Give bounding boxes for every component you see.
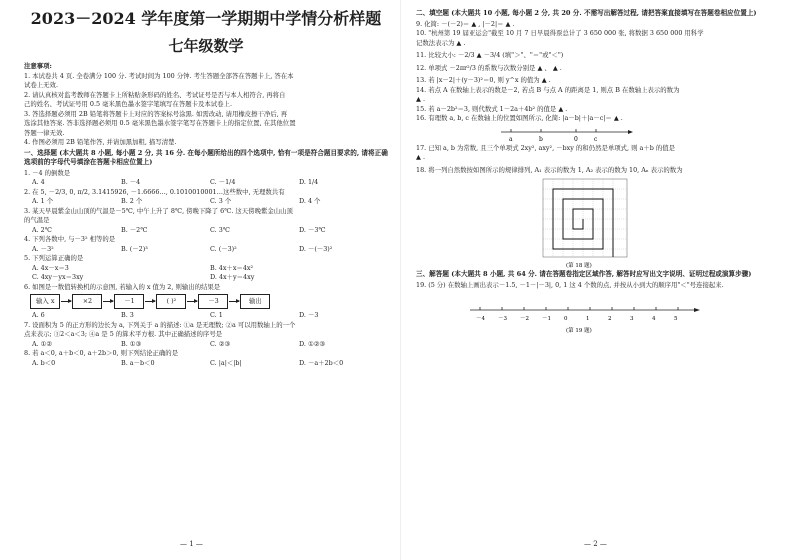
notice-title: 注意事项: (24, 62, 52, 70)
option: D. －3 (299, 311, 319, 319)
option: A. －3² (32, 244, 54, 253)
option: C. 3℃ (210, 225, 230, 234)
options-4 (24, 245, 388, 255)
option: D. 1/4 (299, 178, 319, 186)
options-3 (24, 226, 388, 236)
option: D. ①②③ (299, 339, 326, 348)
tick-label: b (539, 135, 543, 143)
option: C. －1/4 (210, 178, 236, 186)
tick-label: a (509, 135, 513, 143)
option: C. (－3)² (210, 244, 237, 253)
options-2 (24, 197, 388, 207)
option: B. (－2)³ (121, 244, 148, 253)
fill-question-17: 17. 已知 a, b 为常数, 且三个单项式 2xy², axy², －bxy 的和仍然是单项式, 则 a＋b 的值是 (416, 143, 675, 152)
section-solve-heading: 三、解答题 (本大题共 8 小题, 共 64 分. 请在答题卷指定区域作答, 解答时应写出文字说明、证明过程或演算步骤) (416, 270, 752, 278)
option: B. 3 (121, 311, 134, 319)
tick-label: 0 (574, 135, 578, 143)
page-divider (400, 0, 401, 560)
tick-label: 1 (586, 316, 590, 322)
question-3: 3. 某天早晨紫金山山顶的气温是－5℃, 中午上升了 8℃, 傍晚下降了 6℃. 这天傍晚紫金山山顶 (24, 206, 293, 215)
option: B. ①③ (121, 339, 142, 348)
tick-label: 4 (652, 316, 656, 322)
exam-subtitle: 七年级数学 (168, 37, 244, 55)
notice-line: 答题一律无效. (24, 128, 65, 137)
option: A. 4 (32, 178, 45, 186)
notice-line: 4. 作图必须用 2B 铅笔作答, 并请加黑加粗, 描写清楚. (24, 138, 177, 146)
fill-question-13: 13. 若 |x－2|＋(y－3)²＝0, 则 y^x 的值为 ▲ . (416, 76, 551, 84)
option: C. ②③ (210, 339, 231, 348)
option: B. －4 (121, 178, 141, 186)
option: C. 4xy－yx＝3xy (32, 273, 84, 281)
fill-question-12: 12. 单项式 －2πr²/3 的系数与次数分别是 ▲ 、 ▲ . (416, 63, 562, 72)
tick-label: 0 (564, 316, 568, 322)
question-2: 2. 在 5, －2/3, 0, π/2, 3.1415926, －1.6666…, 0.1010010001…这些数中, 无理数共有 (24, 187, 285, 196)
option: D. －(－3)² (299, 244, 333, 253)
flow-step: ( )² (156, 294, 186, 309)
question-7-cont: 点来表示; ③2＜a＜3; ④a 是 5 的算术平方根. 其中正确描述的序号是 (24, 330, 223, 338)
notice-line: 2. 请认真核对监考教师在答题卡上所粘贴条形码的姓名、考试证号是否与本人相符合, 再将自 (24, 90, 286, 99)
arrow-icon (229, 301, 239, 302)
option: A. 2℃ (32, 225, 52, 234)
option: D. 4x＋y＝4xy (210, 273, 255, 281)
tick-label: 5 (674, 316, 678, 322)
fill-question-10-cont: 记数法表示为 ▲ . (416, 38, 466, 47)
page-number-left: — 1 — (180, 540, 203, 548)
flow-step: －3 (198, 294, 228, 309)
notice-line: 1. 本试卷共 4 页. 全卷满分 100 分. 考试时间为 100 分钟. 考生答题全部答在答题卡上, 答在本 (24, 71, 294, 80)
notice-line: 3. 答选择题必须用 2B 铅笔将答题卡上对应的答案标号涂黑. 如需改动, 请用橡皮擦干净后, 再 (24, 109, 288, 118)
fill-question-14-cont: ▲ . (416, 95, 425, 103)
option: C. 1 (210, 311, 223, 319)
figure-caption: (第 19 题) (566, 328, 592, 334)
flow-step: －1 (114, 294, 144, 309)
page-number-right: — 2 — (584, 540, 607, 548)
section-choice-heading: 一、选择题 (本大题共 8 小题, 每小题 2 分, 共 16 分. 在每小题所给出的四个选项中, 恰有一项是符合题目要求的, 请将正确选项前的字母代号填涂在答题卡相应位置上) (24, 148, 388, 166)
tick-label: －2 (520, 316, 529, 322)
tick-label: c (594, 135, 598, 143)
question-7: 7. 设面积为 5 的正方形的边长为 a, 下列关于 a 的描述: ①a 是无理数; ②a 可以用数轴上的一个 (24, 320, 296, 329)
fill-question-16: 16. 有理数 a, b, c 在数轴上的位置如图所示, 化简: |a－b|＋|a－c|＝ ▲ . (416, 114, 623, 122)
options-6 (24, 311, 388, 321)
flow-input: 输入 x (30, 294, 60, 309)
option: C. 3 个 (210, 197, 232, 205)
question-3-cont: 的气温是 (24, 216, 50, 224)
axis-arrow-icon (628, 130, 633, 134)
axis-arrow-icon (694, 308, 700, 312)
option: B. a－b＜0 (121, 358, 155, 367)
fill-question-11: 11. 比较大小: －2/3 ▲ －3/4 (填"＞"、"＝"或"＜") (416, 51, 564, 59)
figure-caption: (第 18 题) (566, 263, 592, 269)
question-8: 8. 若 a＜0, a＋b＜0, a＋2b＞0, 则下列结论正确的是 (24, 349, 179, 357)
arrow-icon (103, 301, 113, 302)
options-5a (24, 264, 388, 274)
grid (543, 179, 627, 257)
options-7 (24, 340, 388, 350)
grid-lines (543, 179, 627, 257)
question-6: 6. 如图是一数值转换机的示意图, 若输入的 x 值为 2, 则输出的结果是 (24, 282, 221, 291)
fill-question-10: 10. "杭州第 19 届亚运会"截至 10 月 7 日早晨得票总计了 3 650 000 张, 将数据 3 650 000 用科学 (416, 29, 704, 37)
notice-line: 选涂其他答案. 答非选择题必须用 0.5 毫米黑色墨水签字笔写在答题卡上的指定位置, 在其他位置 (24, 119, 296, 127)
options-5b (24, 273, 388, 283)
section-fill-heading: 二、填空题 (本大题共 10 小题, 每小题 2 分, 共 20 分. 不需写出解答过程, 请把答案直接填写在答题卷相应位置上) (416, 9, 757, 17)
spiral-path (553, 189, 613, 257)
options-8 (24, 359, 388, 369)
option: D. －3℃ (299, 225, 326, 234)
arrow-icon (145, 301, 155, 302)
fill-question-15: 15. 若 a－2b²＝3, 则代数式 1－2a＋4b² 的值是 ▲ . (416, 104, 568, 113)
options-1 (24, 178, 388, 188)
tick-label: 2 (608, 316, 612, 322)
page-right (404, 0, 794, 560)
question-4: 4. 下列各数中, 与－3² 相等的是 (24, 235, 116, 243)
fill-question-14: 14. 若点 A 在数轴上表示的数是－2, 若点 B 与点 A 的距离是 1, 则点 B 在数轴上表示的数为 (416, 85, 680, 94)
option: A. b＜0 (32, 358, 56, 367)
tick-label: －4 (476, 316, 485, 322)
flow-step: ×2 (72, 294, 102, 309)
flow-output: 输出 (240, 294, 270, 309)
option: B. －2℃ (121, 225, 148, 234)
option: B. 2 个 (121, 197, 143, 205)
question-5: 5. 下列运算正确的是 (24, 254, 84, 262)
option: C. |a|＜|b| (210, 358, 242, 367)
question-1: 1. －4 的倒数是 (24, 168, 71, 177)
solve-question-19: 19. (5 分) 在数轴上画出表示－1.5, －1－|－3|, 0, 1 这 4 个数的点, 并按从小到大的顺序用"＜"号连接起来. (416, 280, 724, 289)
fill-question-18: 18. 将一列自然数按如图所示的规律排列, A₁ 表示的数为 1, A₂ 表示的数为 10, Aₙ 表示的数为 (416, 165, 683, 174)
tick-label: －1 (542, 316, 551, 322)
notice-line: 己的姓名、考试证号用 0.5 毫米黑色墨水签字笔填写在答题卡及本试卷上. (24, 100, 232, 108)
notice-list (24, 72, 388, 148)
number-line-19 (466, 300, 706, 336)
fill-question-9: 9. 化简: －(－2)＝ ▲ , |－2|＝ ▲ . (416, 19, 515, 28)
option: A. 1 个 (32, 197, 54, 205)
notice-line: 试卷上无效. (24, 81, 58, 89)
tick-label: 3 (630, 316, 634, 322)
option: B. 4x＋x＝4x² (210, 263, 254, 272)
option: D. －a＋2b＜0 (299, 358, 344, 367)
tick-label: －3 (498, 316, 507, 322)
option: A. 4x－x＝3 (32, 263, 69, 272)
spiral-figure-18 (541, 177, 631, 269)
number-line-16 (496, 124, 636, 144)
option: A. ①② (32, 339, 53, 348)
option: A. 6 (32, 311, 45, 319)
fill-question-17-cont: ▲ . (416, 153, 425, 161)
exam-title: 2023－2024 学年度第一学期期中学情分析样题 (30, 9, 382, 28)
arrow-icon (61, 301, 71, 302)
arrow-icon (187, 301, 197, 302)
conversion-flowchart (30, 294, 388, 309)
option: D. 4 个 (299, 197, 321, 205)
